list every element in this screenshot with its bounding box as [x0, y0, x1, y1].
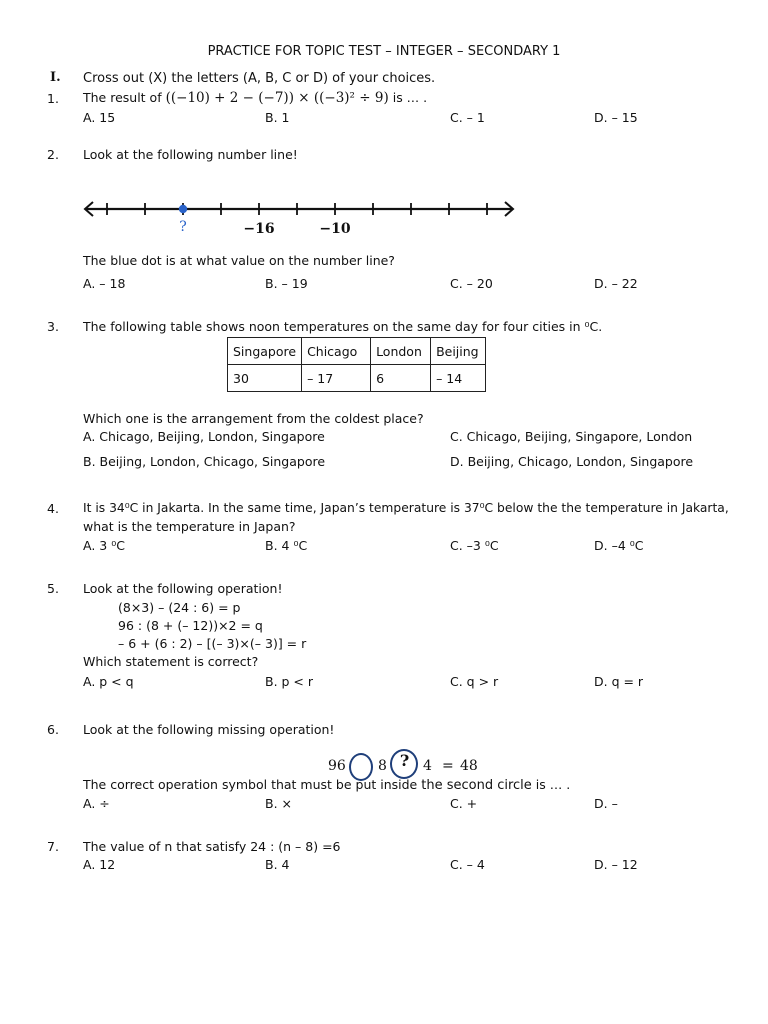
equation-number-8: 8 — [378, 758, 387, 774]
q3-option-d[interactable]: D. Beijing, Chicago, London, Singapore — [450, 454, 694, 469]
table-header-chicago: Chicago — [302, 338, 371, 365]
q1-option-a[interactable]: A. 15 — [83, 110, 116, 125]
q5-number: 5. — [47, 581, 59, 596]
q6-question-after: is … . — [535, 777, 571, 792]
q5-option-a[interactable]: A. p < q — [83, 674, 134, 689]
q3-option-a[interactable]: A. Chicago, Beijing, London, Singapore — [83, 429, 325, 444]
table-value-chicago: – 17 — [302, 365, 371, 392]
q6-question — [83, 777, 570, 793]
number-line-label-minus16: −16 — [243, 221, 275, 237]
q1-number: 1. — [47, 91, 59, 106]
table-header-singapore: Singapore — [228, 338, 302, 365]
q1-stem — [83, 90, 427, 106]
q2-question: The blue dot is at what value on the number line? — [83, 253, 395, 268]
temperature-table-value-row — [228, 365, 486, 392]
q7-option-a[interactable]: A. 12 — [83, 857, 116, 872]
table-value-london: 6 — [371, 365, 431, 392]
q6-option-b[interactable]: B. × — [265, 796, 292, 811]
q5-operation-p: (8×3) – (24 : 6) = p — [118, 600, 241, 615]
section-instruction: Cross out (X) the letters (A, B, C or D) of your choices. — [83, 71, 436, 86]
table-value-singapore: 30 — [228, 365, 302, 392]
q5-option-b[interactable]: B. p < r — [265, 674, 314, 689]
second-circle-question-mark: ? — [399, 751, 410, 770]
q2-option-a[interactable]: A. – 18 — [83, 276, 126, 291]
q2-option-c[interactable]: C. – 20 — [450, 276, 493, 291]
q3-text: The following table shows noon temperatures on the same day for four cities in ⁰C. — [83, 319, 603, 334]
q6-question-emphasis: the second circle — [421, 778, 532, 793]
q5-operation-q: 96 : (8 + (– 12))×2 = q — [118, 618, 263, 633]
q1-text-before: The result of — [83, 90, 162, 105]
q2-option-b[interactable]: B. – 19 — [265, 276, 308, 291]
q2-option-d[interactable]: D. – 22 — [594, 276, 638, 291]
q1-option-b[interactable]: B. 1 — [265, 110, 290, 125]
table-header-london: London — [371, 338, 431, 365]
q7-text: The value of n that satisfy 24 : (n – 8) =6 — [83, 839, 341, 854]
q6-option-d[interactable]: D. – — [594, 796, 618, 811]
number-line — [80, 196, 520, 244]
q4-option-c[interactable]: C. –3 ⁰C — [450, 538, 499, 553]
table-value-beijing: – 14 — [431, 365, 486, 392]
q5-operation-r: – 6 + (6 : 2) – [(– 3)×(– 3)] = r — [118, 636, 307, 651]
q7-option-c[interactable]: C. – 4 — [450, 857, 485, 872]
q6-number: 6. — [47, 722, 59, 737]
q4-text-line2: what is the temperature in Japan? — [83, 519, 296, 534]
q2-text: Look at the following number line! — [83, 147, 298, 162]
q6-option-a[interactable]: A. ÷ — [83, 796, 110, 811]
number-line-label-question: ? — [179, 219, 187, 235]
q6-option-c[interactable]: C. + — [450, 796, 478, 811]
equation-equals-sign: = — [442, 758, 454, 774]
q4-option-a[interactable]: A. 3 ⁰C — [83, 538, 125, 553]
q7-option-d[interactable]: D. – 12 — [594, 857, 638, 872]
temperature-table — [227, 337, 486, 392]
equation-number-4: 4 — [423, 758, 432, 774]
equation-number-96: 96 — [328, 758, 346, 774]
q3-option-c[interactable]: C. Chicago, Beijing, Singapore, London — [450, 429, 693, 444]
temperature-table-header-row — [228, 338, 486, 365]
q4-option-b[interactable]: B. 4 ⁰C — [265, 538, 308, 553]
number-line-label-minus10: −10 — [319, 221, 351, 237]
q3-option-b[interactable]: B. Beijing, London, Chicago, Singapore — [83, 454, 326, 469]
q7-option-b[interactable]: B. 4 — [265, 857, 290, 872]
q3-number: 3. — [47, 319, 59, 334]
q1-option-d[interactable]: D. – 15 — [594, 110, 638, 125]
section-number: I. — [50, 70, 61, 85]
page-title: PRACTICE FOR TOPIC TEST – INTEGER – SECONDARY 1 — [207, 44, 561, 59]
q5-option-c[interactable]: C. q > r — [450, 674, 499, 689]
equation-result-48: 48 — [460, 758, 478, 774]
q6-question-before: The correct operation symbol that must be put inside — [83, 777, 418, 792]
q4-number: 4. — [47, 501, 59, 516]
q1-option-c[interactable]: C. – 1 — [450, 110, 485, 125]
q4-text-line1: It is 34⁰C in Jakarta. In the same time, Japan’s temperature is 37⁰C below the the temperature in Jakarta, — [83, 501, 729, 515]
number-line-blue-dot — [179, 205, 187, 213]
q4-option-d[interactable]: D. –4 ⁰C — [594, 538, 644, 553]
q5-question: Which statement is correct? — [83, 654, 259, 669]
q1-text-after: is … . — [392, 90, 428, 105]
q5-option-d[interactable]: D. q = r — [594, 674, 644, 689]
q5-text: Look at the following operation! — [83, 581, 283, 596]
q2-number: 2. — [47, 147, 59, 162]
q7-number: 7. — [47, 839, 59, 854]
q6-text: Look at the following missing operation! — [83, 722, 335, 737]
q1-expression: ((−10) + 2 − (−7)) × ((−3)² ÷ 9) — [165, 90, 389, 106]
q3-question: Which one is the arrangement from the coldest place? — [83, 411, 424, 426]
table-header-beijing: Beijing — [431, 338, 486, 365]
